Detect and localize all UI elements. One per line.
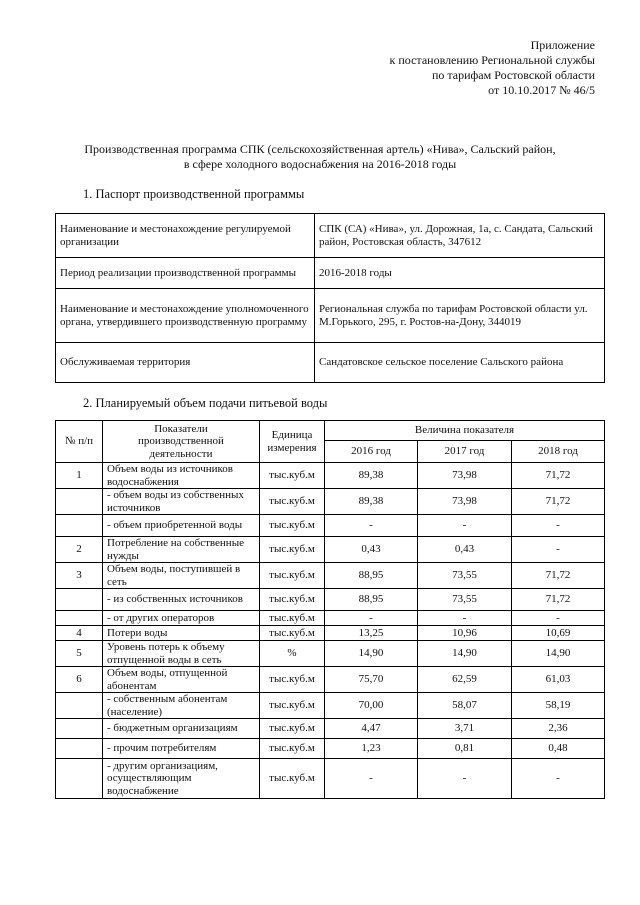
document-title	[40, 142, 600, 172]
value-2016: 89,38	[325, 489, 418, 515]
unit-cell: тыс.куб.м	[260, 589, 325, 611]
indicator-name: - собственным абонентам (население)	[103, 693, 260, 719]
passport-value: 2016-2018 годы	[315, 258, 605, 289]
header-line: от 10.10.2017 № 46/5	[488, 83, 595, 97]
value-2016: 14,90	[325, 641, 418, 667]
value-2018: 71,72	[512, 463, 605, 489]
value-2017: -	[418, 611, 512, 626]
unit-cell: тыс.куб.м	[260, 611, 325, 626]
value-2017: 62,59	[418, 667, 512, 693]
value-2017: 73,55	[418, 563, 512, 589]
table-row	[56, 641, 605, 667]
table-row	[56, 589, 605, 611]
value-2018: -	[512, 759, 605, 799]
table-header-row	[56, 421, 605, 441]
value-2017: 73,98	[418, 463, 512, 489]
value-2016: -	[325, 759, 418, 799]
unit-cell: тыс.куб.м	[260, 693, 325, 719]
section-heading-plan: 2. Планируемый объем подачи питьевой воды	[83, 396, 328, 410]
indicator-name: - объем воды из собственных источников	[103, 489, 260, 515]
value-2017: 58,07	[418, 693, 512, 719]
header-line: по тарифам Ростовской области	[431, 68, 595, 82]
table-row	[56, 563, 605, 589]
value-2018: -	[512, 515, 605, 537]
value-2016: 1,23	[325, 739, 418, 759]
row-number	[56, 611, 103, 626]
table-row	[56, 537, 605, 563]
value-2016: 89,38	[325, 463, 418, 489]
unit-cell: тыс.куб.м	[260, 667, 325, 693]
indicator-name: - прочим потребителям	[103, 739, 260, 759]
unit-cell: тыс.куб.м	[260, 537, 325, 563]
passport-label: Обслуживаемая территория	[56, 343, 315, 383]
indicator-name: Объем воды, поступившей в сеть	[103, 563, 260, 589]
table-row	[56, 289, 605, 343]
value-2017: 10,96	[418, 626, 512, 641]
passport-label: Наименование и местонахождение регулируемой организации	[56, 214, 315, 258]
row-number	[56, 693, 103, 719]
indicator-name: - от других операторов	[103, 611, 260, 626]
indicator-name: - из собственных источников	[103, 589, 260, 611]
passport-label: Период реализации производственной программы	[56, 258, 315, 289]
unit-cell: тыс.куб.м	[260, 739, 325, 759]
unit-cell: тыс.куб.м	[260, 719, 325, 739]
indicator-name: - бюджетным организациям	[103, 719, 260, 739]
appendix-header	[390, 38, 595, 98]
row-number: 5	[56, 641, 103, 667]
table-row	[56, 719, 605, 739]
col-header-value: Величина показателя	[325, 421, 605, 441]
unit-cell: тыс.куб.м	[260, 463, 325, 489]
row-number: 6	[56, 667, 103, 693]
col-header-unit: Единица измерения	[260, 421, 325, 463]
value-2016: -	[325, 611, 418, 626]
row-number	[56, 589, 103, 611]
value-2018: 10,69	[512, 626, 605, 641]
table-row	[56, 611, 605, 626]
unit-cell: %	[260, 641, 325, 667]
value-2016: 88,95	[325, 589, 418, 611]
value-2016: 13,25	[325, 626, 418, 641]
value-2018: 71,72	[512, 489, 605, 515]
value-2018: 71,72	[512, 589, 605, 611]
table-row	[56, 343, 605, 383]
value-2018: 71,72	[512, 563, 605, 589]
value-2017: 73,55	[418, 589, 512, 611]
passport-value: СПК (СА) «Нива», ул. Дорожная, 1а, с. Сандата, Сальский район, Ростовская область, 347612	[315, 214, 605, 258]
value-2016: 0,43	[325, 537, 418, 563]
table-row	[56, 759, 605, 799]
row-number: 1	[56, 463, 103, 489]
row-number	[56, 489, 103, 515]
year-header: 2018 год	[512, 441, 605, 463]
value-2016: -	[325, 515, 418, 537]
unit-cell: тыс.куб.м	[260, 626, 325, 641]
value-2017: 14,90	[418, 641, 512, 667]
indicator-name: - объем приобретенной воды	[103, 515, 260, 537]
table-row	[56, 489, 605, 515]
header-line: Приложение	[530, 38, 595, 52]
row-number	[56, 759, 103, 799]
row-number	[56, 719, 103, 739]
table-row	[56, 515, 605, 537]
value-2018: 58,19	[512, 693, 605, 719]
value-2017: 0,81	[418, 739, 512, 759]
value-2016: 75,70	[325, 667, 418, 693]
value-2017: -	[418, 515, 512, 537]
row-number	[56, 739, 103, 759]
passport-table	[55, 213, 605, 383]
indicator-name: Потери воды	[103, 626, 260, 641]
unit-cell: тыс.куб.м	[260, 515, 325, 537]
row-number	[56, 515, 103, 537]
passport-value: Региональная служба по тарифам Ростовской области ул. М.Горького, 295, г. Ростов-на-Дону, 344019	[315, 289, 605, 343]
col-header-num: № п/п	[56, 421, 103, 463]
title-line: в сфере холодного водоснабжения на 2016-2018 годы	[183, 157, 457, 171]
value-2018: 61,03	[512, 667, 605, 693]
row-number: 4	[56, 626, 103, 641]
unit-cell: тыс.куб.м	[260, 759, 325, 799]
row-number: 2	[56, 537, 103, 563]
value-2016: 88,95	[325, 563, 418, 589]
indicator-name: Объем воды, отпущенной абонентам	[103, 667, 260, 693]
indicator-name: - другим организациям, осуществляющим водоснабжение	[103, 759, 260, 799]
table-row	[56, 626, 605, 641]
indicator-name: Потребление на собственные нужды	[103, 537, 260, 563]
header-line: к постановлению Региональной службы	[389, 53, 595, 67]
table-row	[56, 667, 605, 693]
indicator-name: Объем воды из источников водоснабжения	[103, 463, 260, 489]
row-number: 3	[56, 563, 103, 589]
value-2016: 4,47	[325, 719, 418, 739]
water-supply-plan-table	[55, 420, 605, 799]
value-2017: -	[418, 759, 512, 799]
value-2018: 0,48	[512, 739, 605, 759]
table-row	[56, 463, 605, 489]
value-2016: 70,00	[325, 693, 418, 719]
table-row	[56, 258, 605, 289]
value-2018: 14,90	[512, 641, 605, 667]
value-2017: 73,98	[418, 489, 512, 515]
value-2018: -	[512, 537, 605, 563]
year-header: 2016 год	[325, 441, 418, 463]
year-header: 2017 год	[418, 441, 512, 463]
table-row	[56, 214, 605, 258]
col-header-indicator: Показатели производственной деятельности	[103, 421, 260, 463]
passport-label: Наименование и местонахождение уполномоченного органа, утвердившего производственную программу	[56, 289, 315, 343]
unit-cell: тыс.куб.м	[260, 489, 325, 515]
title-line: Производственная программа СПК (сельскохозяйственная артель) «Нива», Сальский район,	[84, 142, 556, 156]
indicator-name: Уровень потерь к объему отпущенной воды в сеть	[103, 641, 260, 667]
table-row	[56, 739, 605, 759]
value-2018: 2,36	[512, 719, 605, 739]
passport-value: Сандатовское сельское поселение Сальского района	[315, 343, 605, 383]
table-row	[56, 693, 605, 719]
value-2017: 3,71	[418, 719, 512, 739]
unit-cell: тыс.куб.м	[260, 563, 325, 589]
value-2017: 0,43	[418, 537, 512, 563]
section-heading-passport: 1. Паспорт производственной программы	[83, 187, 305, 201]
value-2018: -	[512, 611, 605, 626]
